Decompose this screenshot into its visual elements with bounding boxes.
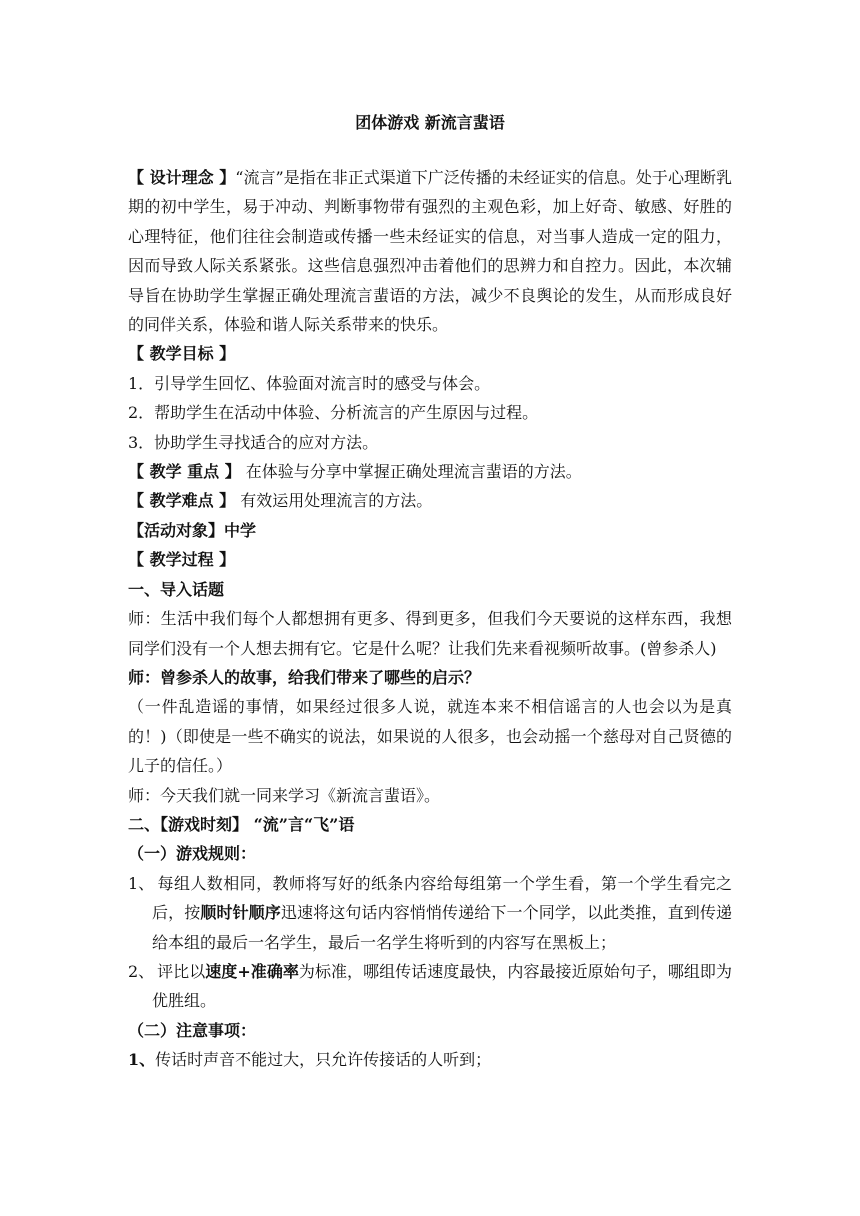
- design-text: “流言”是指在非正式渠道下广泛传播的未经证实的信息。处于心理断乳期的初中学生，易于冲动、判断事物带有强烈的主观色彩，加上好奇、敏感、好胜的心理特征，他们往往会制造或传播一些未经证实的信息，对当事人造成一定的阻力，因而导致人际关系紧张。这些信息强烈冲击着他们的思辨力和自控力。因此，本次辅导旨在协助学生掌握正确处理流言蜚语的方法，减少不良舆论的发生，从而形成良好的同伴关系，体验和谐人际关系带来的快乐。: [128, 168, 732, 335]
- rule-1-text-c: 迅速将这句话内容悄悄传递给下一个同学，以此类推，直到传递给本组的最后一名学生，最后一名学生将听到的内容写在黑板上；: [152, 903, 732, 952]
- goal-item-2: 2．帮助学生在活动中体验、分析流言的产生原因与过程。: [128, 403, 539, 423]
- section1-paragraph-1: 师：生活中我们每个人都想拥有更多、得到更多，但我们今天要说的这样东西，我想同学们没有一个人想去拥有它。它是什么呢？让我们先来看视频听故事。(曾参杀人): [128, 609, 732, 658]
- note-item-1: [128, 1045, 732, 1074]
- rule-1-text-a: 每组人数相同，教师将写好的纸条内容给每组第一个学生看，第一个学生看完之后，按: [152, 873, 732, 923]
- difficulty-text: 有效运用处理流言的方法。: [235, 491, 433, 511]
- key-point-paragraph: [128, 457, 732, 486]
- section1-heading: 一、导入话题: [128, 579, 225, 599]
- document-title: 团体游戏 新流言蜚语: [355, 113, 505, 132]
- rule-2-text-c: 为标准，哪组传话速度最快，内容最接近原始句子，哪组即为优胜组。: [152, 961, 732, 1011]
- audience-text: 中学: [224, 520, 257, 540]
- rule-item-2: [128, 957, 732, 1016]
- key-point-label: 【 教学 重点 】: [128, 462, 241, 482]
- note-1-number: 1、: [128, 1050, 156, 1070]
- note-1-text: 传话时声音不能过大，只允许传接话的人听到；: [155, 1050, 492, 1070]
- notes-heading: （二）注意事项：: [128, 1020, 257, 1040]
- difficulty-paragraph: [128, 486, 732, 515]
- section1-paragraph-2: （一件乱造谣的事情，如果经过很多人说，就连本来不相信谣言的人也会以为是真的！)（即使是一些不确实的说法，如果说的人很多，也会动摇一个慈母对自己贤德的儿子的信任。）: [128, 697, 732, 776]
- rule-item-1: [128, 869, 732, 957]
- audience-paragraph: [128, 516, 732, 545]
- process-label: 【 教学过程 】: [128, 550, 236, 570]
- rule-2-text-a: 评比以: [152, 961, 206, 981]
- rule-2-number: 2、: [128, 961, 155, 981]
- section1-question: 师：曾参杀人的故事，给我们带来了哪些的启示？: [128, 667, 481, 687]
- goal-item-3: 3．协助学生寻找适合的应对方法。: [128, 432, 379, 452]
- design-label: 【 设计理念 】: [128, 168, 236, 187]
- difficulty-label: 【 教学难点 】: [128, 491, 236, 511]
- rule-1-emphasis: 顺时针顺序: [200, 903, 281, 923]
- key-point-text: 在体验与分享中掌握正确处理流言蜚语的方法。: [240, 462, 582, 482]
- goal-item-1: 1．引导学生回忆、体验面对流言时的感受与体会。: [128, 373, 491, 393]
- goals-label: 【 教学目标 】: [128, 344, 236, 364]
- rule-2-emphasis: 速度+准确率: [205, 961, 299, 981]
- design-paragraph: [128, 163, 732, 339]
- section1-paragraph-3: 师：今天我们就一同来学习《新流言蜚语》。: [128, 785, 441, 805]
- audience-label: 【活动对象】: [128, 520, 225, 540]
- section2-heading: 二、【游戏时刻】 “流”言“飞”语: [128, 814, 355, 834]
- rules-heading: （一）游戏规则：: [128, 844, 257, 864]
- rule-1-number: 1、: [128, 873, 155, 893]
- document-body: [128, 163, 732, 1075]
